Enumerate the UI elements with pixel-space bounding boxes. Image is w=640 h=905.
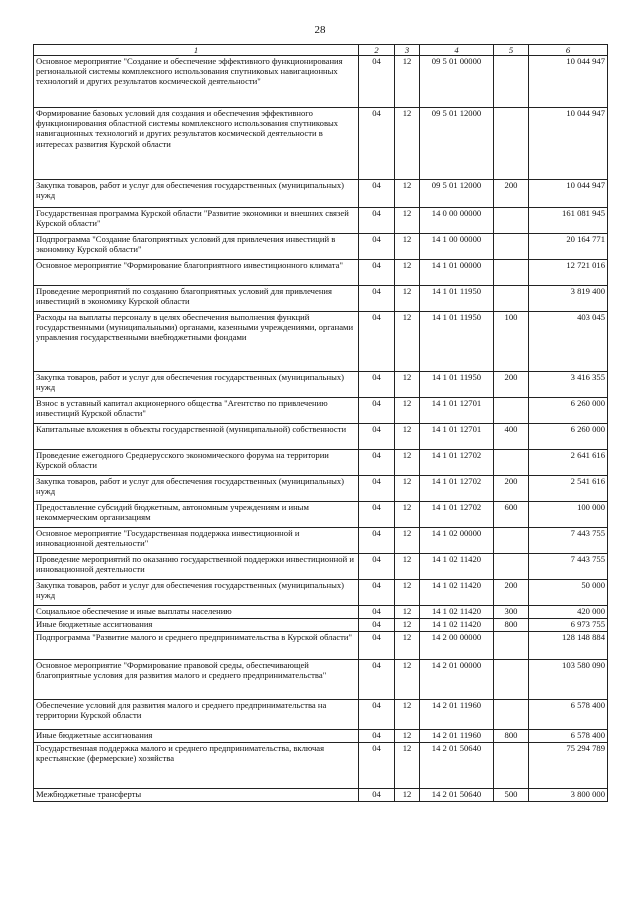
row-expense-type: 800	[494, 730, 529, 743]
table-row	[34, 208, 608, 234]
table-row	[34, 700, 608, 730]
row-name: Обеспечение условий для развития малого и среднего предпринимательства на территории Курской области	[34, 700, 359, 730]
row-subsection: 12	[395, 450, 420, 476]
row-name: Проведение ежегодного Среднерусского экономического форума на территории Курской области	[34, 450, 359, 476]
table-row	[34, 476, 608, 502]
row-subsection: 12	[395, 260, 420, 286]
row-subsection: 12	[395, 619, 420, 632]
page-number: 28	[314, 24, 326, 36]
header-col-2: 2	[359, 45, 395, 56]
row-amount: 6 973 755	[529, 619, 608, 632]
row-target-code: 14 0 00 00000	[420, 208, 494, 234]
row-name: Основное мероприятие "Формирование правовой среды, обеспечивающей благоприятные условия для развития малого и среднего предпринимательства"	[34, 660, 359, 700]
row-subsection: 12	[395, 56, 420, 108]
row-subsection: 12	[395, 743, 420, 789]
row-amount: 2 541 616	[529, 476, 608, 502]
table-row	[34, 554, 608, 580]
row-target-code: 14 2 01 00000	[420, 660, 494, 700]
row-section: 04	[359, 108, 395, 180]
row-name: Государственная программа Курской области "Развитие экономики и внешних связей Курской области"	[34, 208, 359, 234]
row-amount: 10 044 947	[529, 108, 608, 180]
row-subsection: 12	[395, 108, 420, 180]
row-name: Взнос в уставный капитал акционерного общества "Агентство по привлечению инвестиций Курской области"	[34, 398, 359, 424]
row-expense-type: 200	[494, 372, 529, 398]
row-subsection: 12	[395, 372, 420, 398]
row-section: 04	[359, 789, 395, 802]
row-amount: 3 416 355	[529, 372, 608, 398]
row-section: 04	[359, 700, 395, 730]
row-section: 04	[359, 56, 395, 108]
row-amount: 6 578 400	[529, 700, 608, 730]
row-subsection: 12	[395, 554, 420, 580]
row-section: 04	[359, 619, 395, 632]
row-section: 04	[359, 450, 395, 476]
row-expense-type	[494, 260, 529, 286]
table-row	[34, 108, 608, 180]
row-name: Государственная поддержка малого и среднего предпринимательства, включая крестьянские (фермерские) хозяйства	[34, 743, 359, 789]
row-section: 04	[359, 208, 395, 234]
row-name: Основное мероприятие "Государственная поддержка инвестиционной и инновационной деятельности"	[34, 528, 359, 554]
row-expense-type	[494, 108, 529, 180]
row-amount: 100 000	[529, 502, 608, 528]
row-section: 04	[359, 234, 395, 260]
row-amount: 12 721 016	[529, 260, 608, 286]
row-name: Формирование базовых условий для создания и обеспечения эффективного функционирования областной системы комплексного использования спутниковых навигационных технологий и других результатов космической деятельности в интересах развития Курской области	[34, 108, 359, 180]
row-amount: 103 580 090	[529, 660, 608, 700]
table-row	[34, 450, 608, 476]
row-name: Подпрограмма "Создание благоприятных условий для привлечения инвестиций в экономику Курской области"	[34, 234, 359, 260]
row-amount: 10 044 947	[529, 180, 608, 208]
row-target-code: 14 2 01 11960	[420, 730, 494, 743]
table-row	[34, 286, 608, 312]
row-amount: 3 819 400	[529, 286, 608, 312]
table-row	[34, 424, 608, 450]
row-expense-type: 500	[494, 789, 529, 802]
row-amount: 3 800 000	[529, 789, 608, 802]
row-amount: 75 294 789	[529, 743, 608, 789]
row-section: 04	[359, 286, 395, 312]
table-row	[34, 528, 608, 554]
row-expense-type	[494, 743, 529, 789]
row-target-code: 14 1 01 00000	[420, 260, 494, 286]
row-name: Закупка товаров, работ и услуг для обеспечения государственных (муниципальных) нужд	[34, 372, 359, 398]
row-subsection: 12	[395, 312, 420, 372]
row-subsection: 12	[395, 789, 420, 802]
table-row	[34, 632, 608, 660]
header-row	[34, 45, 608, 56]
row-expense-type: 200	[494, 580, 529, 606]
row-target-code: 14 2 01 50640	[420, 743, 494, 789]
row-section: 04	[359, 606, 395, 619]
row-subsection: 12	[395, 730, 420, 743]
table-row	[34, 730, 608, 743]
row-target-code: 14 1 01 12701	[420, 398, 494, 424]
row-subsection: 12	[395, 286, 420, 312]
row-section: 04	[359, 502, 395, 528]
row-name: Межбюджетные трансферты	[34, 789, 359, 802]
row-subsection: 12	[395, 476, 420, 502]
row-target-code: 14 1 01 12702	[420, 450, 494, 476]
row-subsection: 12	[395, 502, 420, 528]
table-row	[34, 789, 608, 802]
row-subsection: 12	[395, 398, 420, 424]
row-section: 04	[359, 660, 395, 700]
row-expense-type: 400	[494, 424, 529, 450]
row-amount: 6 578 400	[529, 730, 608, 743]
row-subsection: 12	[395, 580, 420, 606]
row-target-code: 14 1 01 12702	[420, 476, 494, 502]
row-expense-type	[494, 56, 529, 108]
header-col-6: 6	[529, 45, 608, 56]
row-section: 04	[359, 260, 395, 286]
row-expense-type	[494, 286, 529, 312]
row-amount: 6 260 000	[529, 398, 608, 424]
row-name: Капитальные вложения в объекты государственной (муниципальной) собственности	[34, 424, 359, 450]
row-expense-type	[494, 554, 529, 580]
row-subsection: 12	[395, 700, 420, 730]
row-section: 04	[359, 632, 395, 660]
row-section: 04	[359, 580, 395, 606]
row-target-code: 14 2 01 11960	[420, 700, 494, 730]
row-name: Закупка товаров, работ и услуг для обеспечения государственных (муниципальных) нужд	[34, 180, 359, 208]
row-name: Иные бюджетные ассигнования	[34, 730, 359, 743]
row-target-code: 09 5 01 12000	[420, 180, 494, 208]
row-expense-type	[494, 632, 529, 660]
row-amount: 161 081 945	[529, 208, 608, 234]
header-col-4: 4	[420, 45, 494, 56]
row-expense-type	[494, 660, 529, 700]
row-subsection: 12	[395, 528, 420, 554]
row-section: 04	[359, 312, 395, 372]
header-col-5: 5	[494, 45, 529, 56]
table-row	[34, 260, 608, 286]
header-col-1: 1	[34, 45, 359, 56]
row-name: Проведение мероприятий по созданию благоприятных условий для привлечения инвестиций в экономику Курской области	[34, 286, 359, 312]
row-expense-type	[494, 450, 529, 476]
row-target-code: 14 1 01 12702	[420, 502, 494, 528]
row-section: 04	[359, 554, 395, 580]
row-target-code: 14 1 01 11950	[420, 372, 494, 398]
row-expense-type	[494, 398, 529, 424]
row-amount: 403 045	[529, 312, 608, 372]
row-amount: 420 000	[529, 606, 608, 619]
table-row	[34, 312, 608, 372]
table-row	[34, 56, 608, 108]
row-target-code: 14 1 02 11420	[420, 554, 494, 580]
row-expense-type	[494, 208, 529, 234]
row-name: Предоставление субсидий бюджетным, автономным учреждениям и иным некоммерческим организациям	[34, 502, 359, 528]
row-target-code: 14 2 00 00000	[420, 632, 494, 660]
row-target-code: 14 1 01 11950	[420, 312, 494, 372]
row-section: 04	[359, 424, 395, 450]
row-expense-type	[494, 234, 529, 260]
row-target-code: 14 1 02 00000	[420, 528, 494, 554]
row-amount: 6 260 000	[529, 424, 608, 450]
row-expense-type	[494, 528, 529, 554]
table-row	[34, 660, 608, 700]
row-name: Закупка товаров, работ и услуг для обеспечения государственных (муниципальных) нужд	[34, 580, 359, 606]
row-name: Проведение мероприятий по оказанию государственной поддержки инвестиционной и инновационной деятельности	[34, 554, 359, 580]
row-amount: 50 000	[529, 580, 608, 606]
row-amount: 20 164 771	[529, 234, 608, 260]
table-row	[34, 606, 608, 619]
row-name: Закупка товаров, работ и услуг для обеспечения государственных (муниципальных) нужд	[34, 476, 359, 502]
row-amount: 2 641 616	[529, 450, 608, 476]
table-row	[34, 502, 608, 528]
row-expense-type: 200	[494, 180, 529, 208]
row-target-code: 14 2 01 50640	[420, 789, 494, 802]
budget-table	[33, 44, 608, 802]
row-name: Расходы на выплаты персоналу в целях обеспечения выполнения функций государственными (муниципальными) органами, казенными учреждениями, органами управления государственными внебюджетными фондами	[34, 312, 359, 372]
row-amount: 7 443 755	[529, 554, 608, 580]
row-expense-type	[494, 700, 529, 730]
row-target-code: 09 5 01 00000	[420, 56, 494, 108]
table-row	[34, 180, 608, 208]
row-name: Иные бюджетные ассигнования	[34, 619, 359, 632]
row-amount: 7 443 755	[529, 528, 608, 554]
row-section: 04	[359, 398, 395, 424]
row-amount: 128 148 884	[529, 632, 608, 660]
row-target-code: 14 1 00 00000	[420, 234, 494, 260]
table-row	[34, 619, 608, 632]
row-section: 04	[359, 476, 395, 502]
row-section: 04	[359, 528, 395, 554]
header-col-3: 3	[395, 45, 420, 56]
row-subsection: 12	[395, 660, 420, 700]
row-amount: 10 044 947	[529, 56, 608, 108]
row-name: Подпрограмма "Развитие малого и среднего предпринимательства в Курской области"	[34, 632, 359, 660]
row-expense-type: 200	[494, 476, 529, 502]
table-row	[34, 234, 608, 260]
row-expense-type: 300	[494, 606, 529, 619]
row-expense-type: 100	[494, 312, 529, 372]
row-subsection: 12	[395, 180, 420, 208]
row-subsection: 12	[395, 208, 420, 234]
row-expense-type: 800	[494, 619, 529, 632]
row-subsection: 12	[395, 424, 420, 450]
table-row	[34, 580, 608, 606]
row-section: 04	[359, 730, 395, 743]
row-target-code: 09 5 01 12000	[420, 108, 494, 180]
row-name: Социальное обеспечение и иные выплаты населению	[34, 606, 359, 619]
table-row	[34, 372, 608, 398]
row-target-code: 14 1 01 12701	[420, 424, 494, 450]
row-target-code: 14 1 02 11420	[420, 619, 494, 632]
row-name: Основное мероприятие "Создание и обеспечение эффективного функционирования региональной системы комплексного использования спутниковых навигационных технологий и других результатов космической деятельности"	[34, 56, 359, 108]
table-row	[34, 743, 608, 789]
row-subsection: 12	[395, 234, 420, 260]
row-subsection: 12	[395, 632, 420, 660]
row-expense-type: 600	[494, 502, 529, 528]
row-subsection: 12	[395, 606, 420, 619]
row-section: 04	[359, 180, 395, 208]
row-section: 04	[359, 743, 395, 789]
table-row	[34, 398, 608, 424]
row-target-code: 14 1 02 11420	[420, 580, 494, 606]
row-section: 04	[359, 372, 395, 398]
row-target-code: 14 1 02 11420	[420, 606, 494, 619]
row-name: Основное мероприятие "Формирование благоприятного инвестиционного климата"	[34, 260, 359, 286]
row-target-code: 14 1 01 11950	[420, 286, 494, 312]
